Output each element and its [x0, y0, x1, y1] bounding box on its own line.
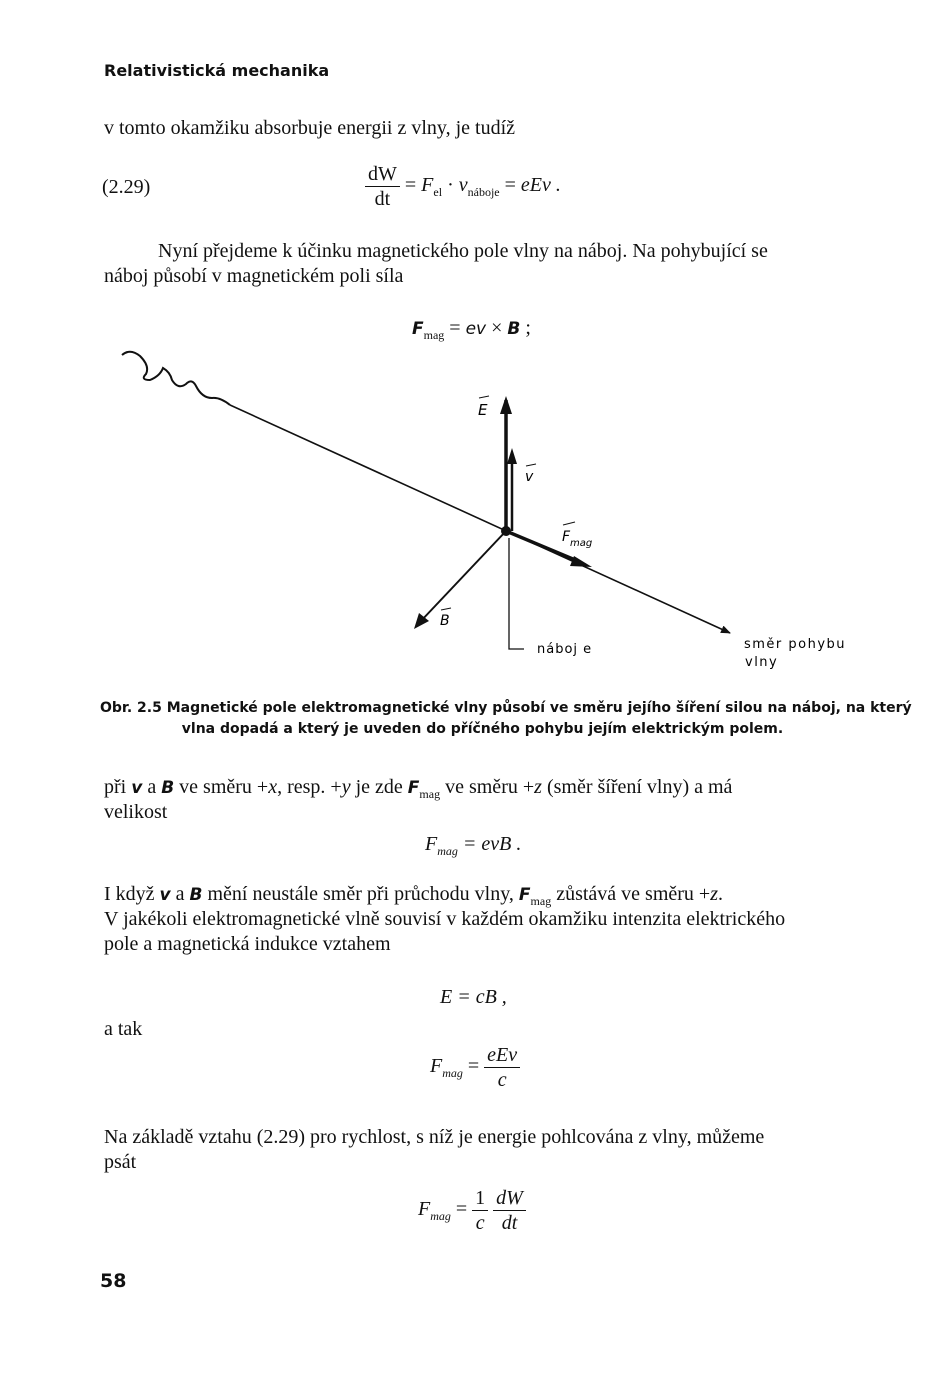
label-f-sub: mag [570, 538, 593, 549]
math-symbol: v [131, 778, 143, 798]
math-symbol: B [161, 778, 175, 798]
fraction-numerator: dW [493, 1186, 526, 1211]
fraction-denominator: dt [501, 1212, 518, 1234]
equals-sign: = [455, 1198, 468, 1221]
math-symbol: F [418, 1198, 431, 1221]
equation-label: (2.29) [102, 176, 151, 198]
label-b: B [440, 613, 450, 629]
fraction-denominator: dt [374, 188, 391, 210]
paragraph-line [104, 775, 732, 800]
equals-sign: = [504, 174, 516, 197]
fraction-denominator: c [497, 1069, 507, 1091]
equals-sign: = [449, 317, 461, 339]
caption-line: vlna dopadá a který je uveden do příčného pohybu jejím elektrickým polem. [181, 721, 784, 737]
times-operator: × [491, 317, 503, 339]
text: I když [104, 883, 160, 905]
text: zůstává ve směru + [551, 883, 711, 905]
equals-sign: = [404, 174, 417, 197]
math-symbol: F [518, 885, 531, 905]
paragraph-line: náboj působí v magnetickém poli síla [104, 265, 404, 287]
text: při [104, 776, 132, 798]
text: (směr šíření vlny) a má [541, 776, 733, 798]
math-symbol: z [534, 776, 542, 798]
label-f: F [562, 529, 571, 545]
equation-e-cb: E = cB , [440, 986, 507, 1008]
page-number: 58 [100, 1270, 127, 1292]
fraction-numerator: eEv [484, 1043, 520, 1068]
fraction-numerator: dW [365, 162, 400, 187]
subscript: el [433, 185, 443, 200]
label-direction-2: vlny [745, 655, 779, 670]
equation-fmag-fraction [430, 1043, 520, 1092]
subscript: mag [437, 844, 458, 858]
text-line: v tomto okamžiku absorbuje energii z vlny, je tudíž [104, 117, 516, 139]
subscript: mag [419, 787, 441, 801]
paragraph-line: pole a magnetická indukce vztahem [104, 933, 391, 955]
text: mění neustále směr při průchodu vlny, [202, 883, 519, 905]
equation-final [418, 1186, 526, 1235]
equals-sign: = [467, 1055, 480, 1078]
math-symbol: B [507, 319, 521, 339]
charge-pointer-line [509, 538, 524, 649]
math-symbol: y [341, 776, 351, 798]
subscript: mag [530, 894, 552, 908]
text: ve směru + [174, 776, 269, 798]
fraction-numerator: 1 [472, 1186, 488, 1211]
subscript: mag [442, 1066, 463, 1081]
paragraph-line: a tak [104, 1018, 143, 1040]
charge-dot [501, 526, 511, 536]
subscript: mag [430, 1209, 451, 1224]
paragraph-line [104, 882, 723, 907]
math-symbol: F [407, 778, 420, 798]
math-symbol: v [159, 885, 171, 905]
math-symbol: v [458, 174, 468, 197]
b-field-vector [420, 531, 506, 622]
label-e: E [478, 401, 488, 419]
caption-line: Obr. 2.5 Magnetické pole elektromagnetické vlny působí ve směru jejího šíření silou na náboj, na který [100, 700, 912, 716]
dot-operator: · [447, 174, 454, 197]
paragraph-line: Na základě vztahu (2.29) pro rychlost, s níž je energie pohlcována z vlny, můžeme [104, 1126, 765, 1148]
figure-caption [100, 698, 912, 740]
math-symbol: F [430, 1055, 443, 1078]
math-symbol: x [268, 776, 278, 798]
math-symbol: B [189, 885, 203, 905]
text: a [170, 883, 190, 905]
paragraph-line: Nyní přejdeme k účinku magnetického pole vlny na náboj. Na pohybující se [158, 240, 768, 262]
text: ve směru + [440, 776, 535, 798]
math-symbol: ev [465, 319, 487, 339]
text: a [142, 776, 162, 798]
text: je zde [350, 776, 408, 798]
running-head: Relativistická mechanika [104, 61, 330, 80]
label-v: v [525, 469, 534, 485]
fraction-denominator: c [475, 1212, 485, 1234]
text: . [718, 883, 724, 905]
paragraph-line: velikost [104, 801, 168, 823]
paragraph-line: psát [104, 1151, 137, 1173]
math-expression: = evB . [457, 833, 522, 855]
label-direction-1: směr pohybu [744, 637, 847, 652]
paragraph-line: V jakékoli elektromagnetické vlně souvisí v každém okamžiku intenzita elektrického [104, 908, 786, 930]
math-symbol: z [710, 883, 719, 905]
semicolon: ; [525, 317, 531, 339]
text: , resp. + [277, 776, 342, 798]
math-symbol: F [421, 174, 434, 197]
wave-squiggle [122, 352, 230, 405]
math-symbol: F [425, 833, 438, 855]
math-symbol: F [412, 319, 424, 339]
math-result: eEv . [520, 174, 561, 197]
subscript: mag [423, 328, 445, 342]
propagation-direction-line [230, 405, 730, 633]
equation-fmag-evb [425, 832, 521, 856]
subscript: náboje [467, 185, 500, 200]
label-charge: náboj e [537, 642, 593, 657]
